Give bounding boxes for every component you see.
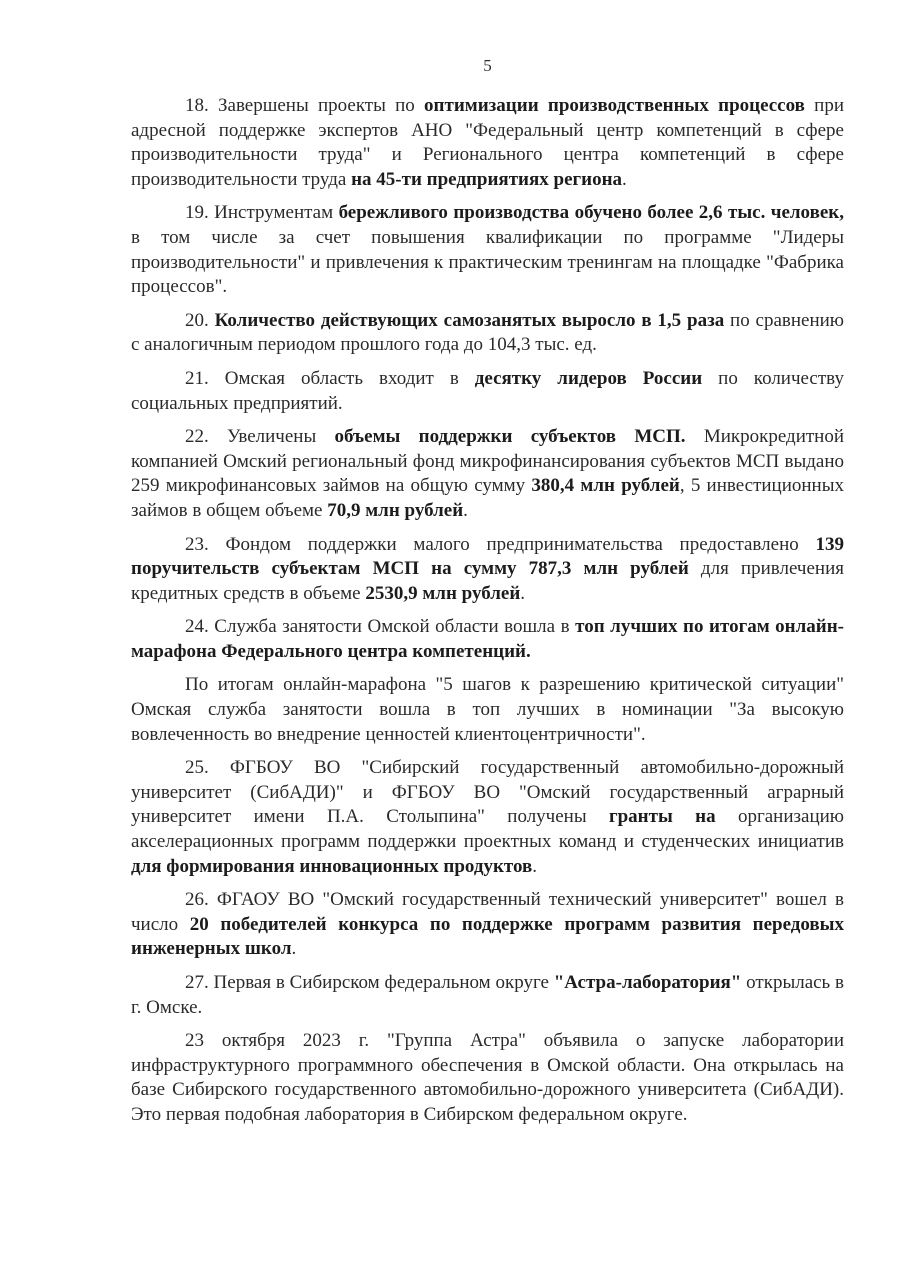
text-segment: 23. Фондом поддержки малого предпринимательства предоставлено — [185, 533, 816, 555]
paragraph-27-detail — [131, 1029, 844, 1127]
text-segment: 18. Завершены проекты по — [185, 95, 425, 116]
text-segment: для привлечения кредитных средств в объеме — [131, 558, 844, 604]
text-segment: . — [520, 582, 526, 604]
emphasized-text: 139 поручительств субъектам МСП на сумму 787,3 млн рублей — [131, 533, 844, 580]
text-segment: . — [291, 938, 297, 960]
paragraph-20 — [131, 309, 844, 358]
emphasized-text: десятку лидеров России — [474, 367, 703, 389]
emphasized-text: 380,4 млн рублей — [531, 475, 680, 497]
text-segment: 25. ФГБОУ ВО "Сибирский государственный автомобильно-дорожный университет (СибАДИ)" и ФГБОУ ВО "Омский государственный аграрный университет имени П.А. Столыпина" получены — [131, 757, 844, 828]
text-segment: , 5 инвестиционных займов в общем объеме — [131, 475, 844, 521]
text-segment: . — [622, 168, 627, 190]
paragraph-25 — [131, 756, 844, 879]
text-segment: при адресной поддержке экспертов АНО "Федеральный центр компетенций в сфере производительности труда" и Регионального центра компетенций в сфере производительности труда — [131, 95, 844, 190]
text-segment: По итогам онлайн-марафона "5 шагов к разрешению критической ситуации" Омская служба занятости вошла в топ лучших в номинации "За высокую вовлеченность во внедрение ценностей клиентоцентричности". — [131, 674, 844, 745]
text-segment: 21. Омская область входит в — [185, 367, 475, 389]
emphasized-text: Количество действующих самозанятых выросло в 1,5 раза — [214, 309, 725, 331]
paragraph-23 — [131, 533, 844, 607]
paragraph-18 — [131, 94, 844, 192]
paragraph-22 — [131, 425, 844, 523]
paragraph-21 — [131, 367, 844, 416]
paragraph-19 — [131, 201, 844, 299]
text-segment: Микрокредитной компанией Омский региональный фонд микрофинансирования субъектов МСП выдано 259 микрофинансовых займов на общую сумму — [131, 426, 844, 497]
paragraph-24-detail — [131, 673, 844, 747]
text-segment: 19. Инструментам — [185, 202, 339, 224]
emphasized-text: гранты на — [608, 806, 716, 828]
emphasized-text: бережливого производства обучено более 2,6 тыс. человек, — [338, 202, 844, 224]
text-segment: 24. Служба занятости Омской области вошла в — [185, 616, 576, 638]
text-segment: . — [463, 499, 468, 521]
text-segment: по сравнению с аналогичным периодом прошлого года до 104,3 тыс. ед. — [131, 309, 845, 356]
paragraph-27 — [131, 971, 844, 1020]
emphasized-text: для формирования инновационных продуктов — [131, 855, 533, 877]
emphasized-text: топ лучших по итогам онлайн-марафона Федерального центра компетенций. — [131, 616, 844, 662]
emphasized-text: на 45-ти предприятиях региона — [351, 168, 623, 190]
paragraph-24 — [131, 615, 844, 664]
emphasized-text: 70,9 млн рублей — [327, 499, 464, 521]
text-segment: по количеству социальных предприятий. — [131, 367, 844, 414]
document-body — [131, 94, 844, 1137]
emphasized-text: "Астра-лаборатория" — [553, 972, 742, 993]
text-segment: открылась в г. Омске. — [131, 972, 844, 1018]
emphasized-text: оптимизации производственных процессов — [424, 95, 805, 116]
emphasized-text: объемы поддержки субъектов МСП. — [334, 426, 686, 448]
paragraph-26 — [131, 888, 844, 962]
text-segment: 27. Первая в Сибирском федеральном округе — [185, 972, 554, 993]
text-segment: 22. Увеличены — [185, 426, 335, 448]
text-segment: в том числе за счет повышения квалификации по программе "Лидеры производительности" и привлечения к практическим тренингам на площадке "Фабрика процессов". — [131, 226, 844, 298]
page-number: 5 — [483, 56, 492, 75]
emphasized-text: 20 победителей конкурса по поддержке программ развития передовых инженерных школ — [131, 913, 844, 960]
emphasized-text: 2530,9 млн рублей — [365, 582, 521, 604]
text-segment: 20. — [185, 309, 215, 331]
text-segment: 26. ФГАОУ ВО "Омский государственный технический университет" вошел в число — [131, 889, 844, 935]
text-segment: 23 октября 2023 г. "Группа Астра" объявила о запуске лаборатории инфраструктурного программного обеспечения в Омской области. Она открылась на базе Сибирского государственного автомобильно-дорожного университета (СибАДИ). Это первая подобная лаборатория в Сибирском федеральном округе. — [131, 1030, 844, 1125]
text-segment: организацию акселерационных программ поддержки проектных команд и студенческих инициатив — [131, 806, 844, 853]
text-segment: . — [532, 855, 538, 877]
